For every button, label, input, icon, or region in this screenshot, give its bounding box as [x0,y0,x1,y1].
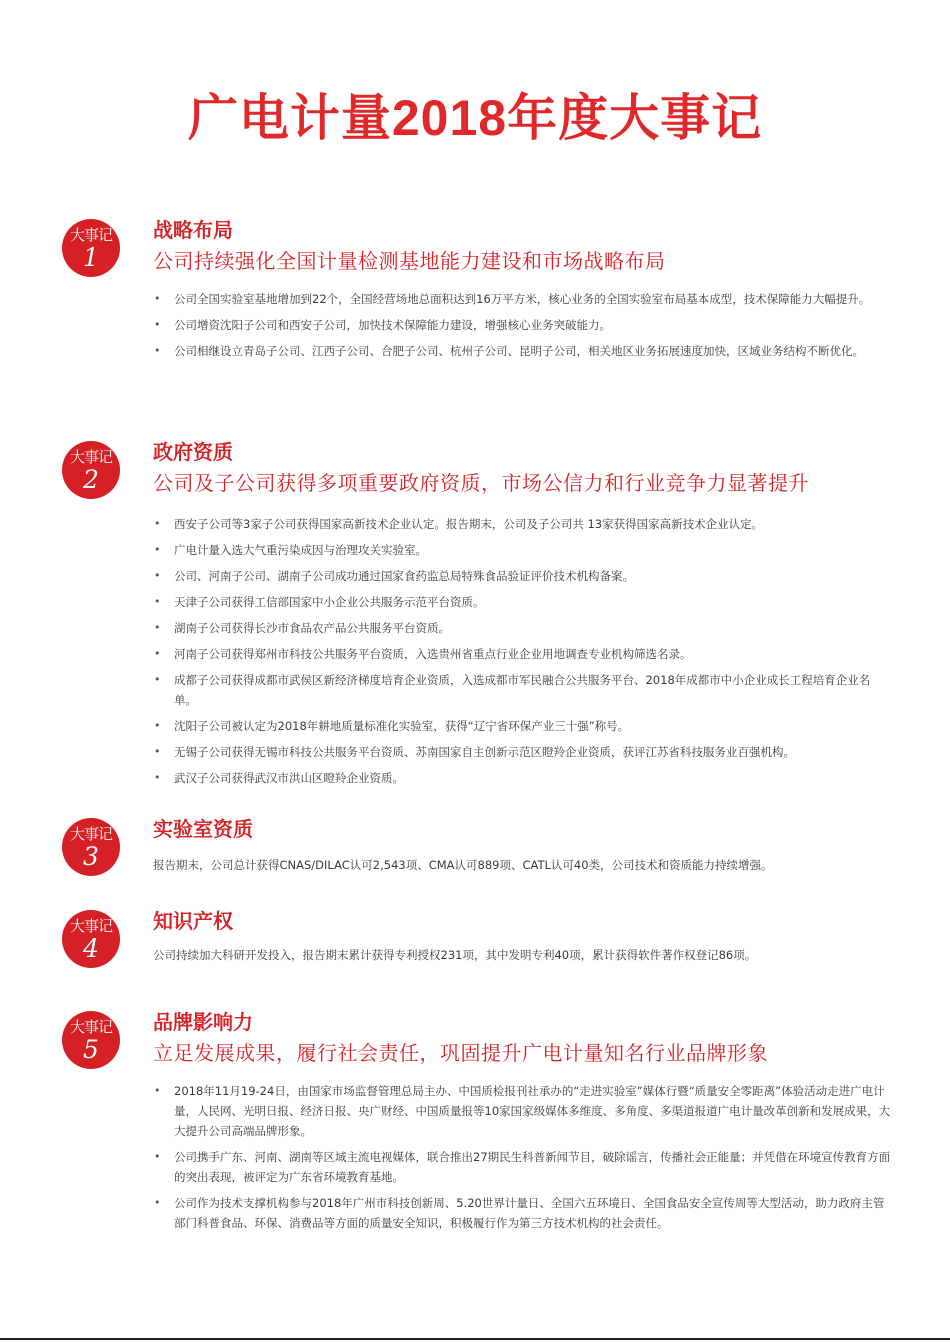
badge-label: 大事记 [69,825,112,843]
list-item: • 公司相继设立青岛子公司、江西子公司、合肥子公司、杭州子公司、昆明子公司，相关地区业务拓展速度加快，区域业务结构不断优化。 [152,341,892,361]
section-title: 实验室资质 [153,817,253,841]
section-subtitle: 公司及子公司获得多项重要政府资质，市场公信力和行业竞争力显著提升 [153,471,809,495]
badge-label: 大事记 [69,448,112,466]
section-subtitle: 公司持续强化全国计量检测基地能力建设和市场战略布局 [153,249,666,273]
list-item: • 公司、河南子公司、湖南子公司成功通过国家食药监总局特殊食品验证评价技术机构备案。 [152,566,892,586]
badge-label: 大事记 [69,226,112,244]
section-header [153,438,892,498]
bullet-list [152,514,892,794]
list-item: • 成都子公司获得成都市武侯区新经济梯度培育企业资质，入选成都市军民融合公共服务平台、2018年成都市中小企业成长工程培育企业名单。 [152,670,892,710]
badge-number: 1 [83,243,99,272]
badge-number: 4 [83,934,99,963]
section-strategy [62,219,892,409]
list-item: • 无锡子公司获得无锡市科技公共服务平台资质、苏南国家自主创新示范区瞪羚企业资质，获评江苏省科技服务业百强机构。 [152,742,892,762]
milestone-badge [62,219,120,277]
section-title: 品牌影响力 [153,1010,253,1034]
bullet-list [152,1081,892,1239]
badge-number: 3 [83,842,99,871]
page-title: 广电计量2018年度大事记 [187,90,763,146]
section-ip [62,910,892,980]
milestone-badge [62,818,120,876]
badge-number: 2 [83,465,99,494]
section-brand [62,1011,892,1251]
badge-label: 大事记 [69,1018,112,1036]
section-header [153,907,892,935]
list-item: • 公司携手广东、河南、湖南等区域主流电视媒体，联合推出27期民生科普新闻节目，破除谣言，传播社会正能量；并凭借在环境宣传教育方面的突出表现，被评定为广东省环境教育基地。 [152,1147,892,1187]
list-item: • 广电计量入选大气重污染成因与治理攻关实验室。 [152,540,892,560]
badge-label: 大事记 [69,917,112,935]
section-header [153,216,892,276]
bullet-list [152,289,892,367]
section-gov-qualifications [62,441,892,801]
section-subtitle: 立足发展成果，履行社会责任，巩固提升广电计量知名行业品牌形象 [153,1041,768,1065]
section-text: 公司持续加大科研开发投入，报告期末累计获得专利授权231项，其中发明专利40项，累计获得软件著作权登记86项。 [153,948,757,962]
bottom-divider [0,1338,950,1340]
section-text: 报告期末，公司总计获得CNAS/DILAC认可2,543项、CMA认可889项、CATL认可40类，公司技术和资质能力持续增强。 [153,858,773,872]
milestone-badge [62,910,120,968]
list-item: • 公司作为技术支撑机构参与2018年广州市科技创新周、5.20世界计量日、全国六五环境日、全国食品安全宣传周等大型活动，助力政府主管部门科普食品、环保、消费品等方面的质量安全知识，积极履行作为第三方技术机构的社会责任。 [152,1193,892,1233]
list-item: • 天津子公司获得工信部国家中小企业公共服务示范平台资质。 [152,592,892,612]
list-item: • 湖南子公司获得长沙市食品农产品公共服务平台资质。 [152,618,892,638]
section-lab-qualifications [62,818,892,888]
list-item: • 公司全国实验室基地增加到22个，全国经营场地总面积达到16万平方米，核心业务的全国实验室布局基本成型，技术保障能力大幅提升。 [152,289,892,309]
list-item: • 西安子公司等3家子公司获得国家高新技术企业认定。报告期末，公司及子公司共 13家获得国家高新技术企业认定。 [152,514,892,534]
section-header [153,815,892,843]
section-header [153,1008,892,1068]
badge-number: 5 [83,1035,99,1064]
section-title: 知识产权 [153,909,233,933]
list-item: • 河南子公司获得郑州市科技公共服务平台资质，入选贵州省重点行业企业用地调查专业机构筛选名录。 [152,644,892,664]
list-item: • 沈阳子公司被认定为2018年耕地质量标准化实验室，获得“辽宁省环保产业三十强”称号。 [152,716,892,736]
section-title: 政府资质 [153,440,233,464]
milestone-badge [62,1011,120,1069]
list-item: • 2018年11月19-24日，由国家市场监督管理总局主办、中国质检报刊社承办的“走进实验室”媒体行暨“质量安全零距离”体验活动走进广电计量，人民网、光明日报、经济日报、央广财经、中国质量报等10家国家级媒体多维度、多角度、多渠道报道广电计量改革创新和发展成果，大大提升公司高端品牌形象。 [152,1081,892,1141]
list-item: • 武汉子公司获得武汉市洪山区瞪羚企业资质。 [152,768,892,788]
section-title: 战略布局 [153,218,233,242]
list-item: • 公司增资沈阳子公司和西安子公司，加快技术保障能力建设，增强核心业务突破能力。 [152,315,892,335]
milestone-badge [62,441,120,499]
